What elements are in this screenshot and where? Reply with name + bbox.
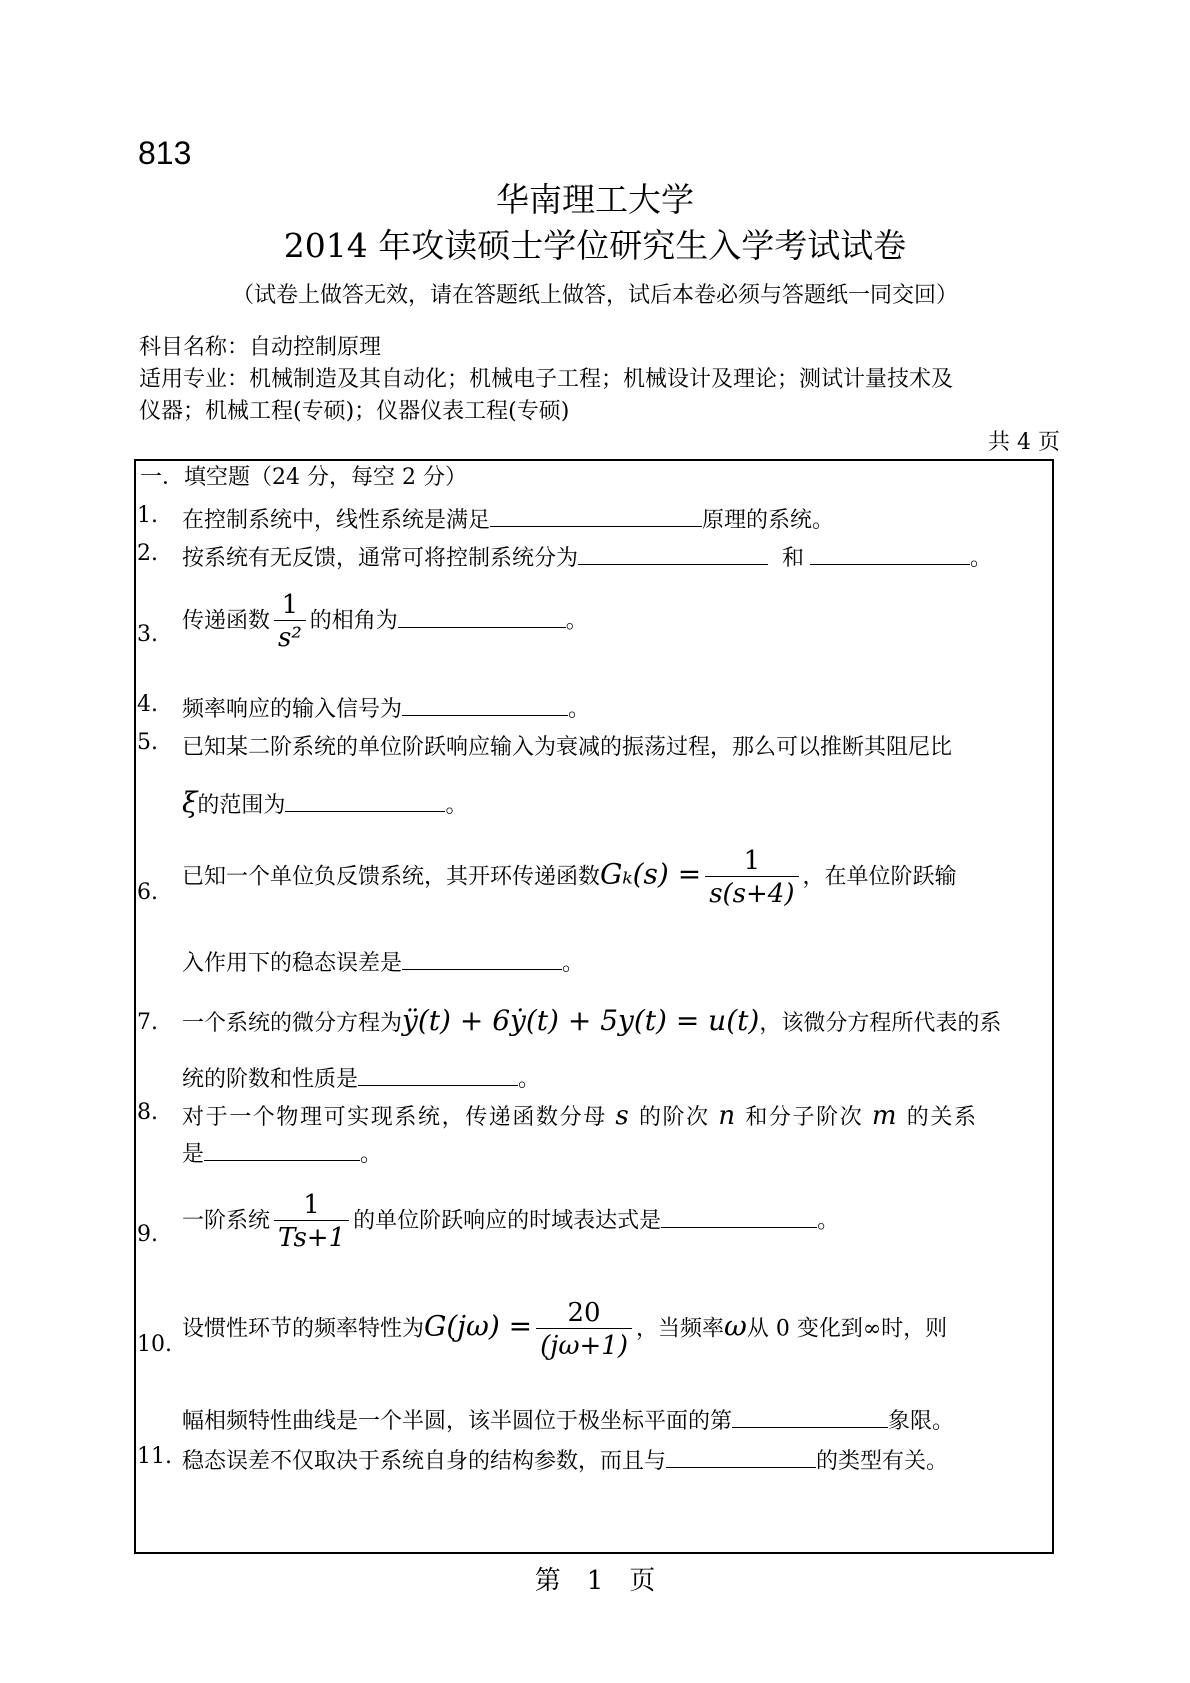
question-2 bbox=[182, 541, 992, 572]
majors-line-2: 仪器；机械工程(专硕)；仪器仪表工程(专硕) bbox=[139, 399, 570, 424]
question-text: ，该微分方程所代表的系 bbox=[759, 1011, 1002, 1036]
notice-text: （试卷上做答无效，请在答题纸上做答，试后本卷必须与答题纸一同交回） bbox=[231, 283, 958, 308]
question-4 bbox=[182, 692, 590, 723]
fraction-numerator: 1 bbox=[743, 846, 761, 876]
answer-blank[interactable] bbox=[666, 1445, 816, 1468]
question-7-line-1 bbox=[182, 1004, 1001, 1037]
question-number: 8. bbox=[137, 1100, 158, 1125]
question-1 bbox=[182, 503, 834, 534]
fraction bbox=[274, 1190, 349, 1253]
question-text: 按系统有无反馈，通常可将控制系统分为 bbox=[182, 546, 579, 571]
question-text: ，当频率 bbox=[636, 1316, 725, 1342]
answer-blank[interactable] bbox=[402, 947, 562, 970]
question-6-line-2 bbox=[182, 946, 584, 977]
answer-blank[interactable] bbox=[285, 789, 445, 812]
question-9 bbox=[182, 1190, 839, 1253]
question-text: 。 bbox=[445, 793, 468, 818]
question-5-line-2 bbox=[182, 786, 467, 819]
question-number: 11. bbox=[137, 1444, 172, 1469]
fraction bbox=[274, 590, 306, 653]
question-8-line-2 bbox=[182, 1137, 382, 1168]
question-text: 的范围为 bbox=[197, 793, 286, 818]
question-text: 是 bbox=[182, 1142, 205, 1167]
transfer-function: Gₖ(s) = bbox=[600, 857, 702, 891]
exam-code: 813 bbox=[138, 135, 192, 171]
question-text: 从 0 变化到∞时，则 bbox=[746, 1316, 948, 1342]
question-6-line-1 bbox=[182, 846, 957, 909]
question-number: 6. bbox=[137, 880, 158, 905]
question-text: 。 bbox=[568, 697, 591, 722]
university-name: 华南理工大学 bbox=[496, 180, 694, 219]
omega-symbol: ω bbox=[724, 1309, 747, 1343]
fraction-numerator: 1 bbox=[281, 590, 299, 620]
question-7-line-2 bbox=[182, 1062, 540, 1093]
question-text: 。 bbox=[360, 1142, 383, 1167]
differential-equation: ÿ(t) + 6ẏ(t) + 5y(t) = u(t) bbox=[402, 1004, 760, 1037]
question-text: 设惯性环节的频率特性为 bbox=[182, 1316, 425, 1342]
question-text: 统的阶数和性质是 bbox=[182, 1067, 359, 1092]
question-text: 和 bbox=[782, 546, 805, 571]
variable-n: n bbox=[718, 1101, 737, 1131]
variable-m: m bbox=[871, 1101, 899, 1131]
answer-blank[interactable] bbox=[398, 605, 566, 628]
question-5-line-1: 已知某二阶系统的单位阶跃响应输入为衰减的振荡过程，那么可以推断其阻尼比 bbox=[182, 735, 953, 760]
question-text: 原理的系统。 bbox=[702, 508, 835, 533]
question-text: 。 bbox=[565, 608, 588, 634]
question-text: 的类型有关。 bbox=[816, 1449, 949, 1474]
question-text: 。 bbox=[518, 1067, 541, 1092]
question-text: 一个系统的微分方程为 bbox=[182, 1011, 403, 1036]
question-text: 的相角为 bbox=[309, 608, 398, 634]
question-text: 的关系 bbox=[906, 1105, 978, 1130]
question-number: 3. bbox=[137, 622, 158, 647]
question-text: 传递函数 bbox=[182, 608, 271, 634]
fraction-denominator: (jω+1) bbox=[536, 1328, 632, 1361]
page-count: 共 4 页 bbox=[988, 430, 1060, 455]
question-number: 1. bbox=[137, 503, 158, 528]
question-11 bbox=[182, 1444, 948, 1475]
question-number: 10. bbox=[137, 1332, 172, 1357]
question-number: 7. bbox=[137, 1010, 158, 1035]
answer-blank[interactable] bbox=[204, 1138, 360, 1161]
answer-blank[interactable] bbox=[810, 542, 970, 565]
question-text: 和分子阶次 bbox=[745, 1105, 864, 1130]
answer-blank[interactable] bbox=[578, 542, 768, 565]
question-text: 。 bbox=[817, 1208, 840, 1234]
question-text: 在控制系统中，线性系统是满足 bbox=[182, 508, 491, 533]
answer-blank[interactable] bbox=[402, 693, 568, 716]
variable-s: s bbox=[615, 1101, 631, 1131]
fraction bbox=[536, 1298, 632, 1361]
question-text: ，在单位阶跃输 bbox=[802, 864, 957, 890]
fraction-denominator: Ts+1 bbox=[274, 1220, 349, 1253]
question-text: 的阶次 bbox=[638, 1105, 710, 1130]
frequency-response: G(jω) = bbox=[424, 1309, 533, 1343]
question-text: 频率响应的输入信号为 bbox=[182, 697, 403, 722]
question-8-line-1 bbox=[182, 1100, 978, 1131]
answer-blank[interactable] bbox=[661, 1205, 817, 1228]
fraction-numerator: 20 bbox=[567, 1298, 601, 1328]
question-3 bbox=[182, 590, 588, 653]
question-text: 入作用下的稳态误差是 bbox=[182, 951, 403, 976]
question-text: 的单位阶跃响应的时域表达式是 bbox=[353, 1208, 662, 1234]
question-text: 。 bbox=[970, 546, 993, 571]
answer-blank[interactable] bbox=[358, 1063, 518, 1086]
question-text: 。 bbox=[562, 951, 585, 976]
question-number: 9. bbox=[137, 1222, 158, 1247]
exam-title: 2014 年攻读硕士学位研究生入学考试试卷 bbox=[283, 226, 907, 265]
fraction bbox=[705, 846, 798, 909]
question-text: 幅相频特性曲线是一个半圆，该半圆位于极坐标平面的第 bbox=[182, 1409, 733, 1434]
question-text: 象限。 bbox=[888, 1409, 955, 1434]
fraction-denominator: s² bbox=[274, 620, 306, 653]
question-10-line-1 bbox=[182, 1298, 947, 1361]
question-text: 对于一个物理可实现系统，传递函数分母 bbox=[182, 1105, 607, 1130]
page-number: 第 1 页 bbox=[534, 1566, 656, 1596]
question-text: 已知一个单位负反馈系统，其开环传递函数 bbox=[182, 864, 601, 890]
majors-line-1: 适用专业：机械制造及其自动化；机械电子工程；机械设计及理论；测试计量技术及 bbox=[139, 367, 954, 392]
fraction-denominator: s(s+4) bbox=[705, 876, 798, 909]
question-number: 4. bbox=[137, 692, 158, 717]
question-text: 一阶系统 bbox=[182, 1208, 271, 1234]
answer-blank[interactable] bbox=[490, 504, 702, 527]
answer-blank[interactable] bbox=[732, 1405, 888, 1428]
section-title: 一．填空题（24 分，每空 2 分） bbox=[140, 465, 467, 490]
damping-symbol: ξ bbox=[182, 786, 198, 819]
question-number: 5. bbox=[137, 730, 158, 755]
question-10-line-2 bbox=[182, 1404, 954, 1435]
question-text: 稳态误差不仅取决于系统自身的结构参数，而且与 bbox=[182, 1449, 667, 1474]
subject-name: 科目名称：自动控制原理 bbox=[139, 335, 382, 360]
question-number: 2. bbox=[137, 541, 158, 566]
fraction-numerator: 1 bbox=[303, 1190, 320, 1220]
